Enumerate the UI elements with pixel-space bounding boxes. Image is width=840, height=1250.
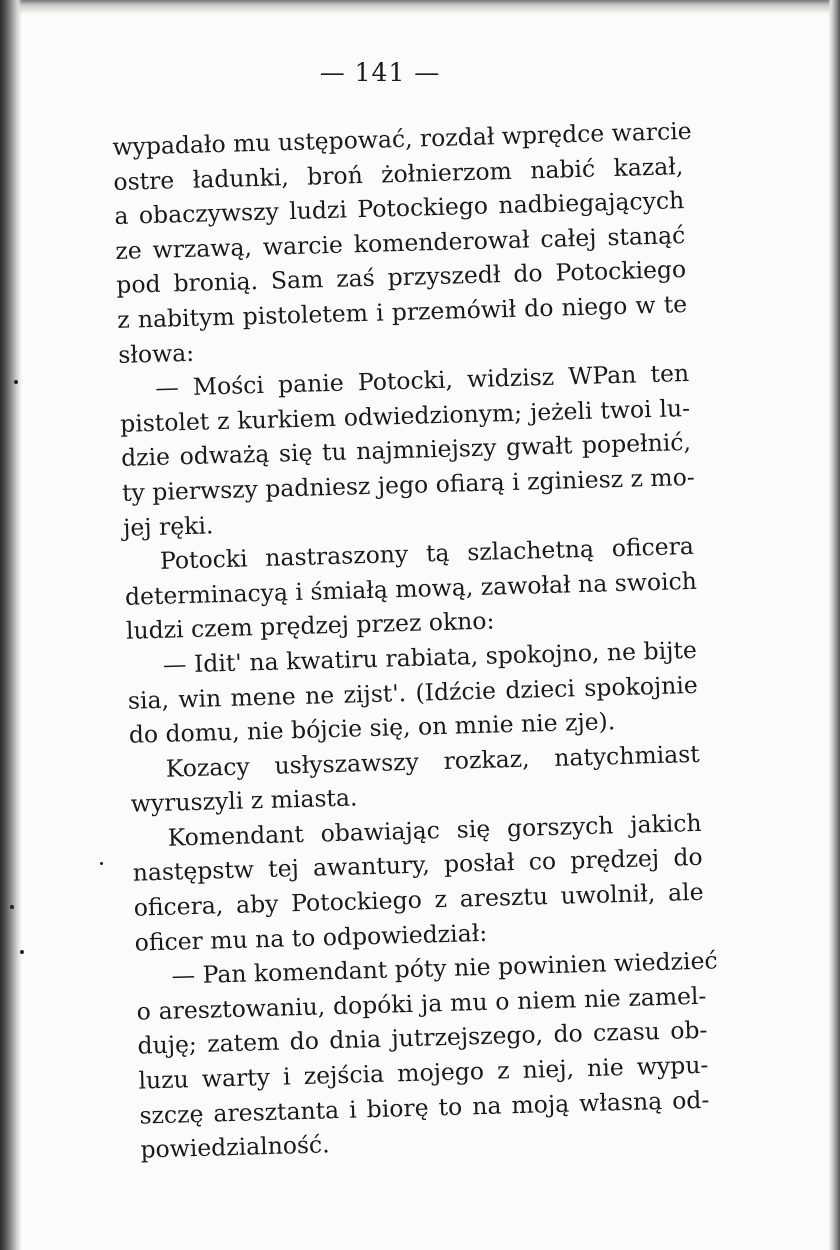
ink-speck bbox=[20, 950, 24, 954]
text-line: oficer mu na to odpowiedział: bbox=[134, 918, 488, 957]
text-line: ty pierwszy padniesz jego ofiarą i zginiesz z mo- bbox=[121, 462, 696, 507]
text-line: szczę aresztanta i biorę to na moją własną od- bbox=[139, 1085, 710, 1130]
text-line: wyruszyli z miasta. bbox=[130, 783, 358, 819]
text-line: ludzi czem prędzej przez okno: bbox=[125, 606, 495, 646]
page-number: — 141 — bbox=[319, 58, 441, 87]
text-line: determinacyą i śmiałą mową, zawołał na swoich bbox=[124, 566, 698, 611]
binding-edge bbox=[0, 0, 22, 1250]
text-line: — Idit' na kwatiru rabiata, spokojno, ne bijte bbox=[162, 635, 698, 679]
text-line: słowa: bbox=[117, 338, 195, 369]
text-line: Komendant obawiając się gorszych jakich bbox=[167, 808, 702, 852]
text-line: dzie odważą się tu najmniejszy gwałt popełnić, bbox=[120, 428, 692, 473]
ink-speck bbox=[100, 862, 103, 865]
text-line: następstw tej awantury, posłał co prędzej do bbox=[132, 843, 703, 888]
text-line: do domu, nie bójcie się, on mnie nie zje). bbox=[128, 707, 616, 749]
ink-speck bbox=[10, 905, 14, 909]
text-line: o aresztowaniu, dopóki ja mu o niem nie zamel- bbox=[136, 981, 707, 1026]
ink-speck bbox=[14, 380, 18, 384]
body-text bbox=[112, 114, 718, 1167]
text-line: — Pan komendant póty nie powinien wiedzieć bbox=[171, 946, 718, 990]
text-line: sia, win mene ne zijst'. (Idźcie dzieci spokojnie bbox=[127, 670, 699, 715]
text-line: duję; zatem do dnia jutrzejszego, do czasu ob- bbox=[137, 1016, 708, 1061]
page-top-shadow bbox=[0, 0, 840, 14]
text-line: wypadało mu ustępować, rozdał wprędce warcie bbox=[112, 116, 692, 161]
text-line: powiedzialność. bbox=[140, 1130, 330, 1164]
text-line: luzu warty i zejścia mojego z niej, nie wypu- bbox=[138, 1050, 709, 1095]
text-line: — Mości panie Potocki, widzisz WPan ten bbox=[154, 359, 690, 403]
text-line: z nabitym pistoletem i przemówił do niego w te bbox=[116, 289, 688, 334]
text-line: oficera, aby Potockiego z aresztu uwolnił, ale bbox=[133, 877, 704, 922]
text-line: jej ręki. bbox=[122, 510, 214, 542]
text-line: Kozacy usłyszawszy rozkaz, natychmiast bbox=[165, 739, 701, 783]
page-right-edge bbox=[828, 0, 840, 1250]
text-line: pistolet z kurkiem odwiedzionym; jeżeli twoi lu- bbox=[119, 393, 691, 438]
text-line: ostre ładunki, broń żołnierzom nabić kazał, bbox=[113, 151, 684, 196]
text-line: ze wrzawą, warcie komenderował całej stanąć bbox=[114, 220, 686, 265]
text-line: pod bronią. Sam zaś przyszedł do Potockiego bbox=[115, 255, 687, 300]
text-line: Potocki nastraszony tą szlachetną oficera bbox=[159, 532, 695, 575]
text-line: a obaczywszy ludzi Potockiego nadbiegających bbox=[114, 186, 685, 231]
